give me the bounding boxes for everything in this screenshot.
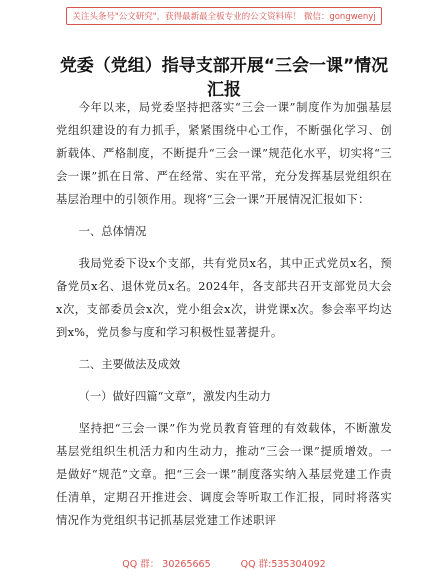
document-title: [0, 54, 448, 102]
intro-paragraph: 今年以来，局党委坚持把落实“三会一课”制度作为加强基层党组织建设的有力抓手，紧紧围绕中心工作，不断强化学习、创新载体、严格制度，不断提升“三会一课”规范化水平，切实将“三会一课”抓在日常、严在经常、实在平常，充分发挥基层党组织在基层治理中的引领作用。现将“三会一课”开展情况汇报如下：: [56, 101, 392, 206]
document-body: [56, 96, 392, 541]
footer-qq-group-2: QQ 群:535304092: [240, 559, 326, 570]
footer: [0, 556, 448, 570]
promo-banner: [0, 4, 448, 28]
section-2-heading: 二、主要做法及成效: [78, 358, 181, 371]
promo-banner-text: 关注头条号"公文研究"，获得最新最全板专业的公文资料库！ 微信：gongwenyj: [66, 7, 381, 25]
subsection-1-heading: （一）做好四篇“文章”，激发内生动力: [78, 390, 271, 403]
section-1-heading: 一、总体情况: [78, 225, 147, 238]
subsection-1-paragraph: 坚持把“三会一课”作为党员教育管理的有效载体，不断激发基层党组织生机活力和内生动力，推动“三会一课”提质增效。一是做好“规范”文章。把“三会一课”制度落实纳入基层党建工作责任清单，定期召开推进会、调度会等听取工作汇报，同时将落实情况作为党组织书记抓基层党建工作述职评: [56, 422, 392, 527]
footer-qq-group-1: QQ 群： 30265665: [122, 559, 211, 570]
section-1-paragraph: 我局党委下设x个支部，共有党员x名，其中正式党员x名，预备党员x名、退休党员x名。2024年，各支部共召开支部党员大会x次，支部委员会x次，党小组会x次，讲党课x次。参会率平均达到x%，党员参与度和学习积极性显著提升。: [56, 257, 392, 339]
title-line-1: 党委（党组）指导支部开展“三会一课”情况: [59, 56, 389, 76]
title-line-2: 汇报: [207, 80, 241, 100]
